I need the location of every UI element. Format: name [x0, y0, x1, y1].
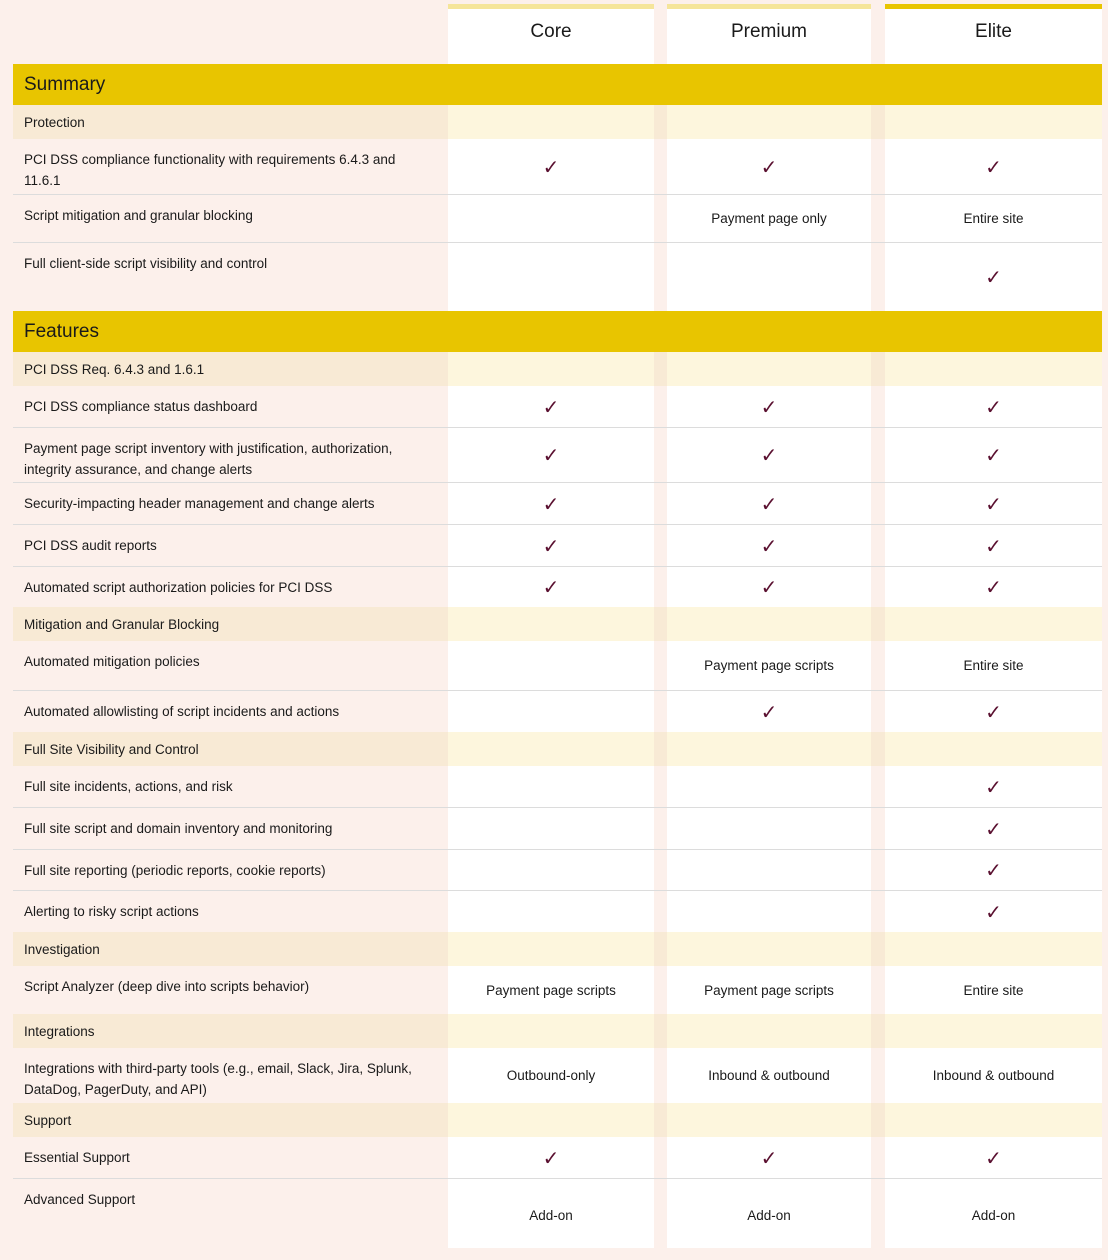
group-header-plan-cell — [667, 607, 871, 641]
column-gap — [871, 641, 885, 690]
feature-label: Script mitigation and granular blocking — [24, 208, 253, 223]
column-gap — [654, 1179, 667, 1252]
column-gap — [654, 932, 667, 966]
column-gap — [654, 732, 667, 766]
column-gap — [871, 808, 885, 849]
column-gap — [654, 386, 667, 427]
checkmark-icon: ✓ — [542, 575, 560, 599]
premium-value: Inbound & outbound — [708, 1068, 830, 1083]
feature-label: Integrations with third-party tools (e.g., email, Slack, Jira, Splunk, DataDog, PagerDuty, and API) — [24, 1061, 412, 1097]
checkmark-icon: ✓ — [985, 154, 1002, 179]
core-value-cell — [448, 1137, 654, 1178]
core-value-cell — [448, 195, 654, 242]
group-header-plan-cell — [885, 607, 1102, 641]
checkmark-icon: ✓ — [985, 774, 1002, 799]
group-header-plan-cell — [885, 105, 1102, 139]
column-gap — [654, 567, 667, 607]
group-header-plan-cell — [885, 732, 1102, 766]
checkmark-icon: ✓ — [985, 533, 1002, 558]
feature-label: Essential Support — [24, 1150, 130, 1165]
premium-value-cell — [667, 483, 871, 524]
column-gap — [654, 850, 667, 890]
core-value-cell — [448, 891, 654, 932]
group-header-plan-cell — [667, 352, 871, 386]
core-value-cell — [448, 483, 654, 524]
column-gap — [871, 691, 885, 732]
feature-row — [13, 428, 1102, 483]
group-header-row — [13, 352, 1102, 386]
premium-value-cell — [667, 766, 871, 807]
elite-value: Entire site — [963, 982, 1024, 998]
feature-row — [13, 891, 1102, 932]
feature-row — [13, 139, 1102, 195]
column-gap — [871, 891, 885, 932]
checkmark-icon: ✓ — [985, 443, 1002, 467]
column-gap — [871, 1014, 885, 1048]
column-gap — [871, 483, 885, 524]
feature-row — [13, 808, 1102, 850]
group-header-plan-cell — [448, 607, 654, 641]
column-gap — [871, 1103, 885, 1137]
column-gap — [654, 195, 667, 242]
group-header-plan-cell — [667, 732, 871, 766]
checkmark-icon: ✓ — [985, 816, 1002, 841]
group-header-plan-cell — [448, 732, 654, 766]
section-header: Summary — [13, 64, 1102, 105]
column-gap — [654, 1048, 667, 1103]
elite-value: Entire site — [963, 211, 1024, 226]
checkmark-icon: ✓ — [985, 575, 1002, 599]
column-gap — [654, 1014, 667, 1048]
core-value-cell — [448, 966, 654, 1014]
elite-value-cell — [885, 195, 1102, 242]
premium-value-cell — [667, 428, 871, 482]
checkmark-icon: ✓ — [542, 1145, 560, 1170]
group-header-plan-cell — [667, 1103, 871, 1137]
column-gap — [871, 428, 885, 482]
group-title: Protection — [13, 105, 448, 139]
feature-label: Full site script and domain inventory and monitoring — [24, 821, 333, 836]
premium-value-cell — [667, 243, 871, 311]
section-header: Features — [13, 311, 1102, 352]
elite-value-cell — [885, 483, 1102, 524]
group-title: Integrations — [13, 1014, 448, 1048]
column-gap — [871, 139, 885, 194]
group-header-plan-cell — [885, 932, 1102, 966]
premium-value: Payment page scripts — [704, 982, 834, 998]
elite-value-cell — [885, 691, 1102, 732]
elite-value: Entire site — [963, 658, 1024, 673]
premium-value-cell — [667, 641, 871, 690]
column-gap — [654, 352, 667, 386]
feature-row — [13, 483, 1102, 525]
core-value-cell — [448, 850, 654, 890]
elite-value-cell — [885, 525, 1102, 566]
elite-value-cell — [885, 243, 1102, 311]
feature-row — [13, 195, 1102, 243]
checkmark-icon: ✓ — [760, 533, 778, 558]
group-title: Investigation — [13, 932, 448, 966]
plan-name-elite: Elite — [975, 21, 1012, 42]
group-header-plan-cell — [885, 1103, 1102, 1137]
checkmark-icon: ✓ — [985, 858, 1002, 882]
checkmark-icon: ✓ — [760, 491, 778, 516]
column-gap — [871, 386, 885, 427]
column-gap — [654, 105, 667, 139]
column-gap — [654, 607, 667, 641]
column-gap — [871, 105, 885, 139]
core-value: Add-on — [529, 1208, 573, 1223]
core-value-cell — [448, 525, 654, 566]
feature-label: Security-impacting header management and change alerts — [24, 496, 375, 511]
elite-value-cell — [885, 966, 1102, 1014]
premium-value-cell — [667, 567, 871, 607]
checkmark-icon: ✓ — [542, 533, 560, 558]
column-gap — [871, 966, 885, 1014]
elite-value-cell — [885, 891, 1102, 932]
feature-label: Automated script authorization policies for PCI DSS — [24, 580, 333, 595]
group-header-row — [13, 105, 1102, 139]
group-header-row — [13, 1103, 1102, 1137]
core-value-cell — [448, 691, 654, 732]
group-header-plan-cell — [448, 352, 654, 386]
core-value-cell — [448, 386, 654, 427]
core-value-cell — [448, 808, 654, 849]
column-gap — [654, 139, 667, 194]
core-value-cell — [448, 1179, 654, 1252]
column-gap — [654, 1137, 667, 1178]
group-header-plan-cell — [448, 105, 654, 139]
premium-value-cell — [667, 891, 871, 932]
core-value-cell — [448, 139, 654, 194]
checkmark-icon: ✓ — [760, 154, 778, 179]
column-gap — [871, 195, 885, 242]
plan-header-row — [13, 0, 1102, 64]
plan-name-premium: Premium — [730, 21, 807, 42]
premium-value-cell — [667, 1179, 871, 1252]
checkmark-icon: ✓ — [985, 491, 1002, 516]
checkmark-icon: ✓ — [985, 394, 1002, 419]
column-gap — [654, 641, 667, 690]
column-gap — [871, 243, 885, 311]
column-gap — [654, 766, 667, 807]
group-header-plan-cell — [448, 1014, 654, 1048]
plan-name-core: Core — [530, 21, 572, 42]
column-gap — [871, 766, 885, 807]
column-gap — [654, 243, 667, 311]
feature-row — [13, 567, 1102, 607]
core-value-cell — [448, 1048, 654, 1103]
column-gap — [871, 607, 885, 641]
group-header-plan-cell — [885, 1014, 1102, 1048]
elite-value-cell — [885, 428, 1102, 482]
core-value-cell — [448, 428, 654, 482]
feature-row — [13, 386, 1102, 428]
checkmark-icon: ✓ — [542, 491, 560, 516]
checkmark-icon: ✓ — [985, 699, 1002, 724]
column-gap — [871, 1137, 885, 1178]
checkmark-icon: ✓ — [985, 899, 1002, 924]
premium-value-cell — [667, 808, 871, 849]
elite-value-cell — [885, 641, 1102, 690]
premium-value-cell — [667, 1048, 871, 1103]
feature-label: Full site reporting (periodic reports, cookie reports) — [24, 863, 326, 878]
checkmark-icon: ✓ — [542, 154, 560, 179]
group-title: Full Site Visibility and Control — [13, 732, 448, 766]
feature-row — [13, 1137, 1102, 1179]
feature-label: Script Analyzer (deep dive into scripts behavior) — [24, 979, 310, 994]
feature-row — [13, 525, 1102, 567]
feature-row — [13, 766, 1102, 808]
premium-value-cell — [667, 966, 871, 1014]
group-header-plan-cell — [667, 932, 871, 966]
checkmark-icon: ✓ — [760, 1145, 778, 1170]
column-gap — [654, 1103, 667, 1137]
column-gap — [654, 691, 667, 732]
feature-label: Automated mitigation policies — [24, 654, 200, 669]
premium-value-cell — [667, 139, 871, 194]
checkmark-icon: ✓ — [985, 1145, 1002, 1170]
comparison-table — [13, 0, 1102, 1252]
group-header-row — [13, 1014, 1102, 1048]
column-gap — [871, 352, 885, 386]
elite-value-cell — [885, 386, 1102, 427]
elite-value-cell — [885, 808, 1102, 849]
feature-row — [13, 691, 1102, 732]
premium-value-cell — [667, 386, 871, 427]
column-gap — [871, 932, 885, 966]
feature-row — [13, 1179, 1102, 1252]
group-header-row — [13, 607, 1102, 641]
premium-value-cell — [667, 1137, 871, 1178]
group-header-row — [13, 732, 1102, 766]
elite-value-cell — [885, 567, 1102, 607]
elite-value-cell — [885, 1137, 1102, 1178]
group-header-plan-cell — [667, 1014, 871, 1048]
premium-value-cell — [667, 525, 871, 566]
elite-value-cell — [885, 139, 1102, 194]
column-gap — [654, 428, 667, 482]
premium-value: Add-on — [747, 1208, 791, 1223]
elite-value: Add-on — [971, 1208, 1016, 1223]
column-gap — [871, 1179, 885, 1252]
core-value-cell — [448, 243, 654, 311]
group-header-plan-cell — [885, 352, 1102, 386]
premium-value-cell — [667, 691, 871, 732]
column-gap — [654, 525, 667, 566]
elite-value-cell — [885, 766, 1102, 807]
premium-value-cell — [667, 195, 871, 242]
elite-value-cell — [885, 1048, 1102, 1103]
column-gap — [654, 808, 667, 849]
group-header-plan-cell — [448, 932, 654, 966]
checkmark-icon: ✓ — [542, 443, 560, 467]
column-gap — [654, 966, 667, 1014]
group-title: Mitigation and Granular Blocking — [13, 607, 448, 641]
core-value-cell — [448, 567, 654, 607]
feature-label: PCI DSS compliance status dashboard — [24, 399, 258, 414]
checkmark-icon: ✓ — [760, 575, 778, 599]
feature-row — [13, 966, 1102, 1014]
checkmark-icon: ✓ — [542, 394, 560, 419]
column-gap — [871, 1048, 885, 1103]
elite-value-cell — [885, 850, 1102, 890]
premium-value: Payment page scripts — [704, 658, 834, 673]
group-header-plan-cell — [667, 105, 871, 139]
feature-label: PCI DSS compliance functionality with requirements 6.4.3 and 11.6.1 — [24, 152, 396, 188]
feature-row — [13, 1048, 1102, 1103]
feature-label: Payment page script inventory with justification, authorization, integrity assurance, and change alerts — [24, 441, 393, 477]
feature-label: Full client-side script visibility and control — [24, 256, 268, 271]
core-value: Payment page scripts — [486, 982, 616, 998]
group-header-row — [13, 932, 1102, 966]
column-gap — [871, 525, 885, 566]
column-gap — [871, 567, 885, 607]
feature-label: Advanced Support — [24, 1192, 136, 1207]
checkmark-icon: ✓ — [985, 265, 1002, 289]
core-value: Outbound-only — [506, 1068, 596, 1083]
group-title: Support — [13, 1103, 448, 1137]
feature-label: Automated allowlisting of script incidents and actions — [24, 704, 340, 719]
column-gap — [871, 850, 885, 890]
column-gap — [654, 483, 667, 524]
premium-value: Payment page only — [711, 211, 827, 226]
group-title: PCI DSS Req. 6.4.3 and 1.6.1 — [13, 352, 448, 386]
core-value-cell — [448, 641, 654, 690]
checkmark-icon: ✓ — [760, 394, 778, 419]
group-header-plan-cell — [448, 1103, 654, 1137]
feature-label: Full site incidents, actions, and risk — [24, 779, 233, 794]
feature-row — [13, 243, 1102, 311]
core-value-cell — [448, 766, 654, 807]
elite-value: Inbound & outbound — [932, 1068, 1055, 1083]
checkmark-icon: ✓ — [760, 443, 778, 467]
column-gap — [871, 732, 885, 766]
feature-row — [13, 641, 1102, 691]
premium-value-cell — [667, 850, 871, 890]
elite-value-cell — [885, 1179, 1102, 1252]
column-gap — [654, 891, 667, 932]
feature-row — [13, 850, 1102, 891]
checkmark-icon: ✓ — [760, 699, 778, 724]
feature-label: Alerting to risky script actions — [24, 904, 199, 919]
feature-label: PCI DSS audit reports — [24, 538, 157, 553]
